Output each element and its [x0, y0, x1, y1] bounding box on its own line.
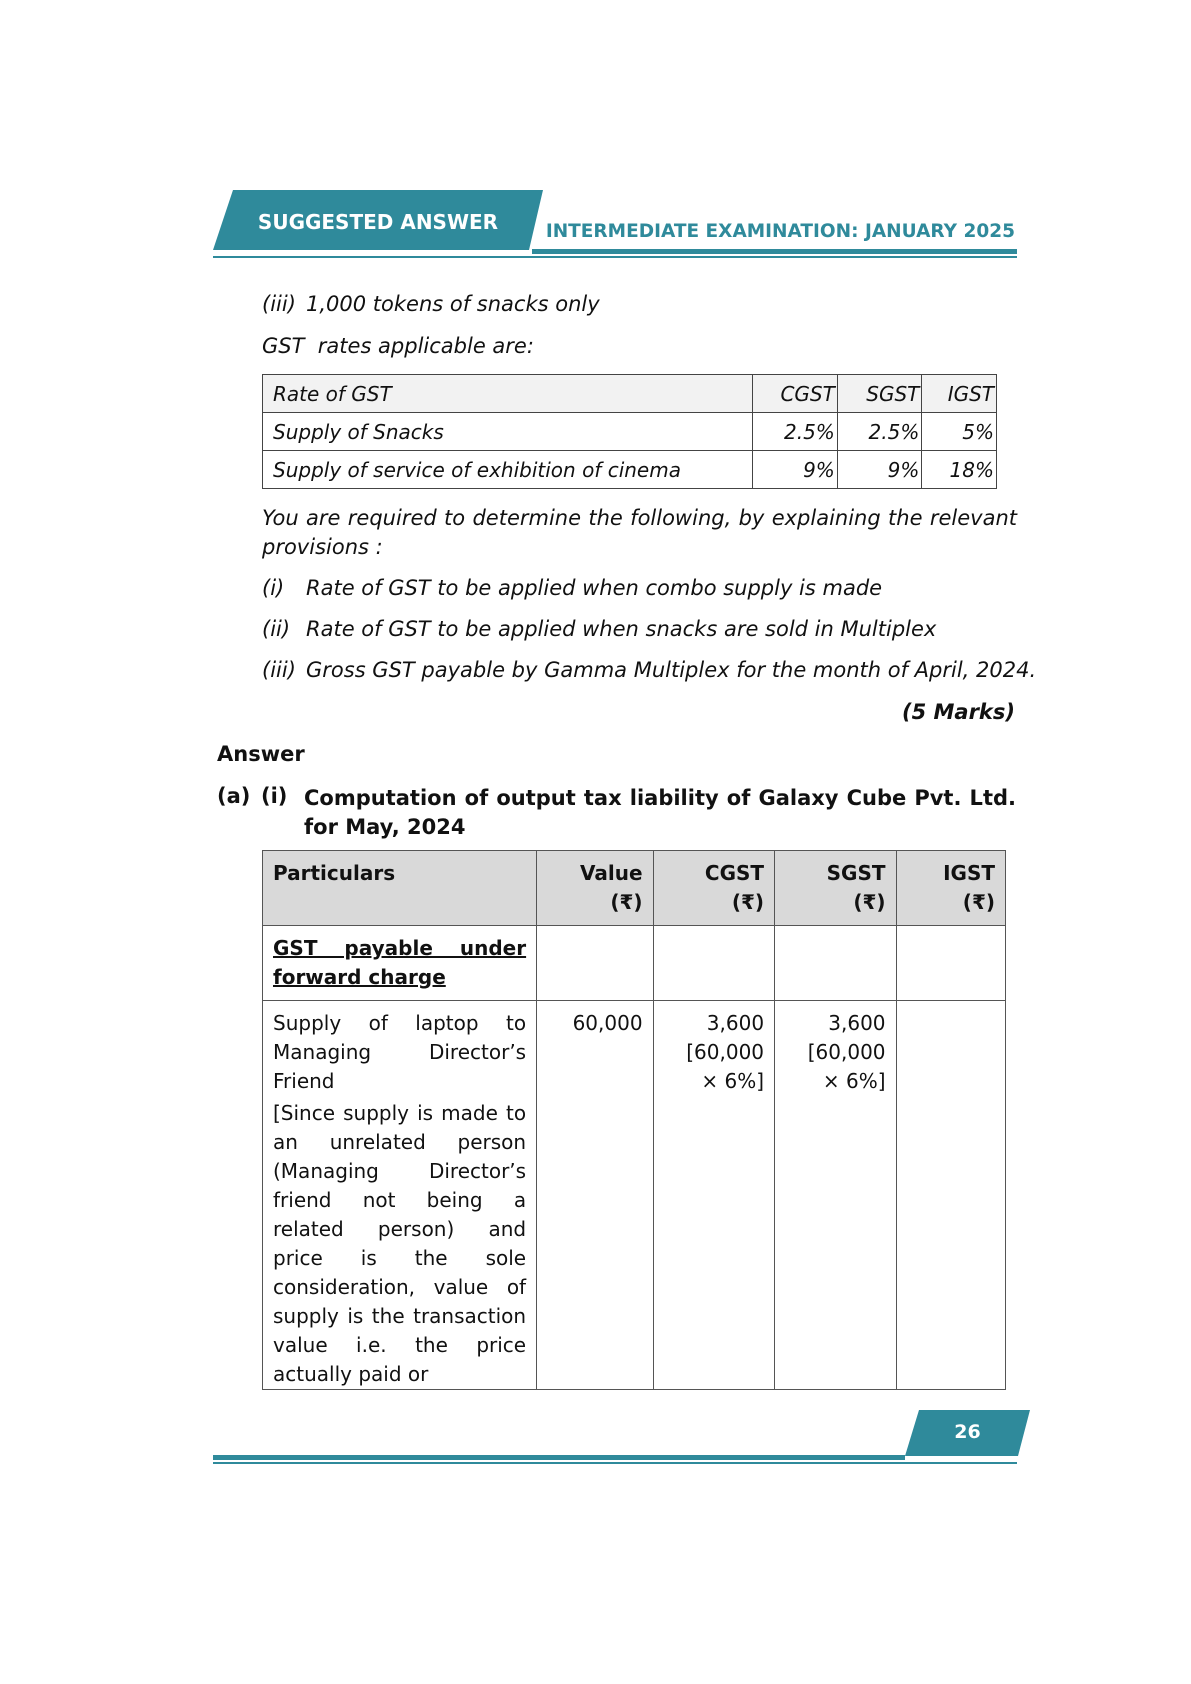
answer-part-label: (a): [217, 784, 251, 808]
item-label: (iii): [262, 292, 296, 316]
question-item-iii: [262, 292, 600, 316]
currency: (₹): [853, 890, 886, 914]
header-particulars: Particulars: [263, 851, 537, 926]
particular-note: [Since supply is made to an unrelated person (Managing Director’s friend not being a related person) and price is the sole consideration, value of supply is the transaction value i.e. the price actually paid or: [273, 1101, 527, 1386]
question-part: [262, 658, 1036, 682]
header-sgst: [775, 851, 896, 926]
rate-cell: Supply of service of exhibition of cinema: [263, 451, 753, 489]
empty-cell: [537, 926, 653, 1001]
part-label: (iii): [262, 658, 296, 682]
tax-liability-table: [262, 850, 1006, 1390]
empty-cell: [896, 926, 1005, 1001]
section-heading-cell: [263, 926, 537, 1001]
marks: (5 Marks): [901, 700, 1015, 724]
currency: (₹): [731, 890, 765, 914]
particular-cell: [263, 1001, 537, 1390]
item-text: 1,000 tokens of snacks only: [306, 292, 600, 316]
exam-title: INTERMEDIATE EXAMINATION: JANUARY 2025: [545, 221, 1015, 242]
header-rule: [532, 249, 1017, 254]
table-row: [263, 851, 1006, 926]
empty-cell: [775, 926, 896, 1001]
rate-cell: 9%: [753, 451, 838, 489]
part-label: (i): [262, 576, 285, 600]
rate-cell: 9%: [837, 451, 922, 489]
cgst-amount: 3,600: [706, 1011, 765, 1035]
empty-cell: [653, 926, 774, 1001]
header-label: SGST: [826, 861, 886, 885]
footer-rule: [213, 1455, 905, 1460]
rate-header: Rate of GST: [263, 375, 753, 413]
header-igst: [896, 851, 1005, 926]
gst-rate-table: [262, 374, 997, 489]
rate-cell: 18%: [922, 451, 997, 489]
sgst-cell: [775, 1001, 896, 1390]
sgst-calc: [60,000 × 6%]: [807, 1040, 886, 1093]
rate-cell: 5%: [922, 413, 997, 451]
table-row: [263, 413, 997, 451]
particular-text: Supply of laptop to Managing Director’s Friend: [273, 1011, 527, 1093]
instruction: You are required to determine the following, by explaining the relevant provisions :: [262, 506, 1017, 559]
sgst-amount: 3,600: [828, 1011, 886, 1035]
answer-sub-label: (i): [261, 784, 288, 808]
value-cell: 60,000: [537, 1001, 653, 1390]
question-part: [262, 576, 882, 600]
header-rule-thin: [213, 256, 1017, 258]
rates-intro: GST rates applicable are:: [262, 334, 534, 358]
header-tab-label: SUGGESTED ANSWER: [257, 210, 499, 234]
answer-heading: Answer: [217, 742, 305, 766]
part-label: (ii): [262, 617, 291, 641]
page-number: 26: [954, 1421, 981, 1443]
cgst-calc: [60,000 × 6%]: [686, 1040, 765, 1093]
rate-header: IGST: [922, 375, 997, 413]
table-row: [263, 375, 997, 413]
rate-cell: Supply of Snacks: [263, 413, 753, 451]
header-cgst: [653, 851, 774, 926]
cgst-cell: [653, 1001, 774, 1390]
answer-title: Computation of output tax liability of Galaxy Cube Pvt. Ltd. for May, 2024: [304, 786, 1016, 839]
rate-header: CGST: [753, 375, 838, 413]
header-value: [537, 851, 653, 926]
currency: (₹): [962, 890, 995, 914]
part-text: Rate of GST to be applied when snacks are sold in Multiplex: [306, 617, 937, 641]
rate-cell: 2.5%: [837, 413, 922, 451]
currency: (₹): [610, 890, 643, 914]
part-text: Rate of GST to be applied when combo supply is made: [306, 576, 883, 600]
footer-rule-thin: [213, 1462, 1017, 1464]
table-row: [263, 1001, 1006, 1390]
table-row: [263, 451, 997, 489]
section-heading: GST payable under forward charge: [273, 936, 527, 989]
header-label: Value: [580, 861, 643, 885]
header-label: IGST: [943, 861, 995, 885]
question-part: [262, 617, 936, 641]
part-text: Gross GST payable by Gamma Multiplex for the month of April, 2024.: [306, 658, 1037, 682]
rate-cell: 2.5%: [753, 413, 838, 451]
header-label: CGST: [704, 861, 765, 885]
igst-cell: [896, 1001, 1005, 1390]
table-row: [263, 926, 1006, 1001]
rate-header: SGST: [837, 375, 922, 413]
